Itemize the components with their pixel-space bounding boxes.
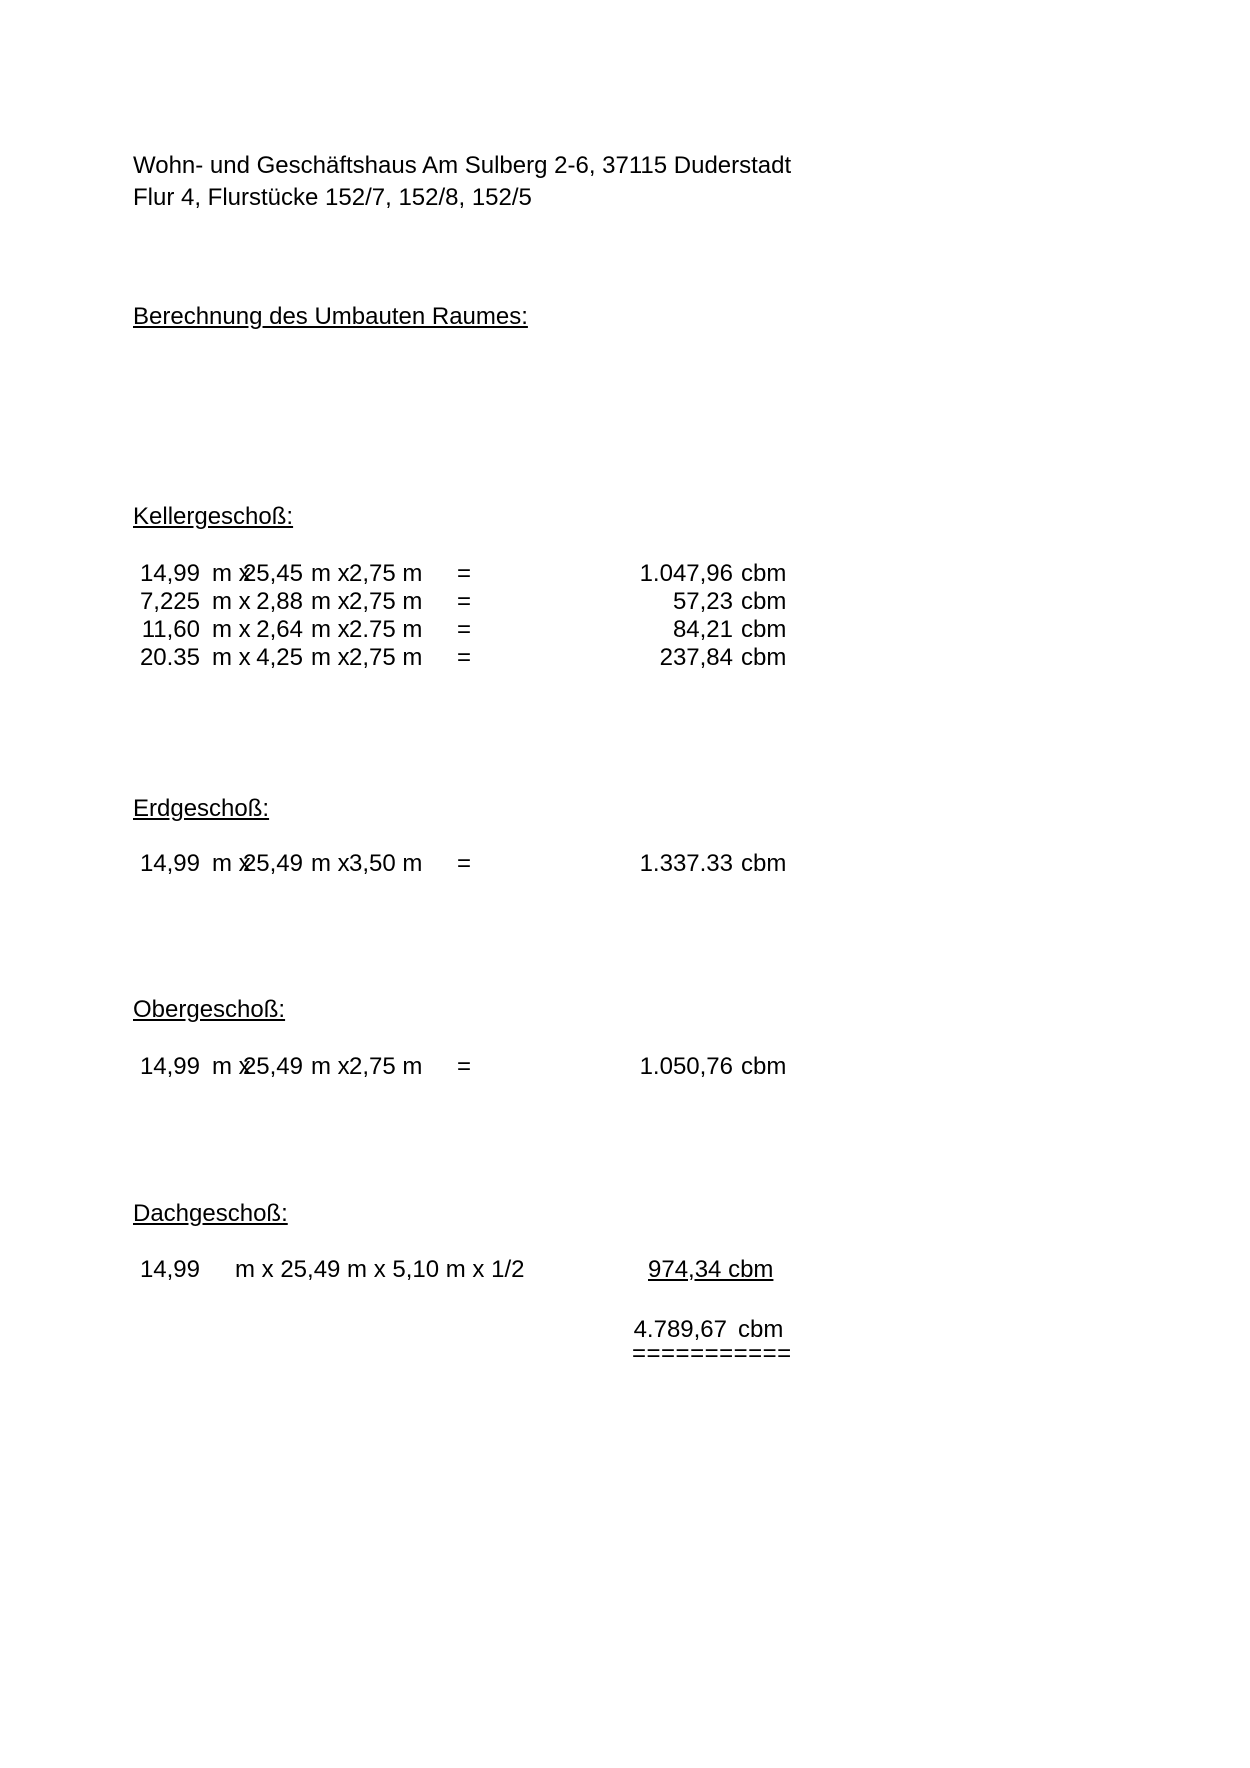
calc-row-erdgeschoss [0,850,1250,878]
times-label: m x [311,560,350,587]
unit-label: cbm [741,1053,787,1080]
dim1-value: 14,99 [139,1053,200,1080]
dim2-value: 25,49 [242,1053,303,1080]
total-separator-row [0,1340,1250,1368]
total-value: 4.789,67 [633,1316,727,1343]
dim1-value: 20.35 [139,644,200,671]
dim3-value: 2,75 m [349,1053,423,1080]
times-label: m x [212,850,251,877]
section-label-obergeschoss: Obergeschoß: [133,996,286,1023]
dim1-value: 7,225 [139,588,200,615]
result-value: 1.050,76 [639,1053,733,1080]
unit-label: cbm [741,850,787,877]
unit-label: cbm [741,616,787,643]
double-rule-separator: =========== [632,1340,792,1367]
equals-sign: = [457,644,472,671]
unit-label: cbm [741,560,787,587]
times-label: m x [311,850,350,877]
equals-sign: = [457,588,472,615]
result-value: 84,21 [672,616,733,643]
dim3-value: 2,75 m [349,560,423,587]
dim2-value: 25,49 [242,850,303,877]
dim1-value: 14,99 [139,1256,200,1283]
times-label: m x [212,560,251,587]
dim3-value: 2,75 m [349,644,423,671]
dim3-value: 3,50 m [349,850,423,877]
equals-sign: = [457,616,472,643]
dim2-value: 4,25 [256,644,303,671]
calc-row-keller-4 [0,644,1250,672]
equals-sign: = [457,850,472,877]
times-label: m x [212,644,251,671]
unit-label: cbm [741,588,787,615]
dim3-value: 2.75 m [349,616,423,643]
dim1-value: 14,99 [139,560,200,587]
calc-row-obergeschoss [0,1053,1250,1081]
calc-row-keller-2 [0,588,1250,616]
times-label: m x [311,1053,350,1080]
section-label-dachgeschoss: Dachgeschoß: [133,1200,288,1227]
result-value: 1.047,96 [639,560,733,587]
unit-label: cbm [741,644,787,671]
calc-row-keller-3 [0,616,1250,644]
calc-row-dachgeschoss [0,1256,1250,1284]
page-title-line-2: Flur 4, Flurstücke 152/7, 152/8, 152/5 [133,184,532,211]
dim2-value: 2,88 [256,588,303,615]
times-label: m x [311,644,350,671]
times-label: m x [212,616,251,643]
times-label: m x [212,1053,251,1080]
equals-sign: = [457,560,472,587]
result-value: 1.337.33 [639,850,733,877]
unit-label: cbm [738,1316,784,1343]
times-label: m x [311,616,350,643]
section-label-kellergeschoss: Kellergeschoß: [133,503,294,530]
result-value: 237,84 [659,644,733,671]
result-value: 57,23 [672,588,733,615]
dim3-value: 2,75 m [349,588,423,615]
dim1-value: 11,60 [141,616,200,643]
equals-sign: = [457,1053,472,1080]
times-label: m x [311,588,350,615]
times-label: m x [212,588,251,615]
result-value-underlined: 974,34 cbm [648,1256,774,1283]
calc-row-keller-1 [0,560,1250,588]
dimension-expression: m x 25,49 m x 5,10 m x 1/2 [235,1256,525,1283]
page-title-line-1: Wohn- und Geschäftshaus Am Sulberg 2-6, 37115 Duderstadt [133,152,792,179]
section-label-erdgeschoss: Erdgeschoß: [133,795,270,822]
dim2-value: 25,45 [242,560,303,587]
dim1-value: 14,99 [139,850,200,877]
doc-heading: Berechnung des Umbauten Raumes: [133,303,528,330]
dim2-value: 2,64 [256,616,303,643]
